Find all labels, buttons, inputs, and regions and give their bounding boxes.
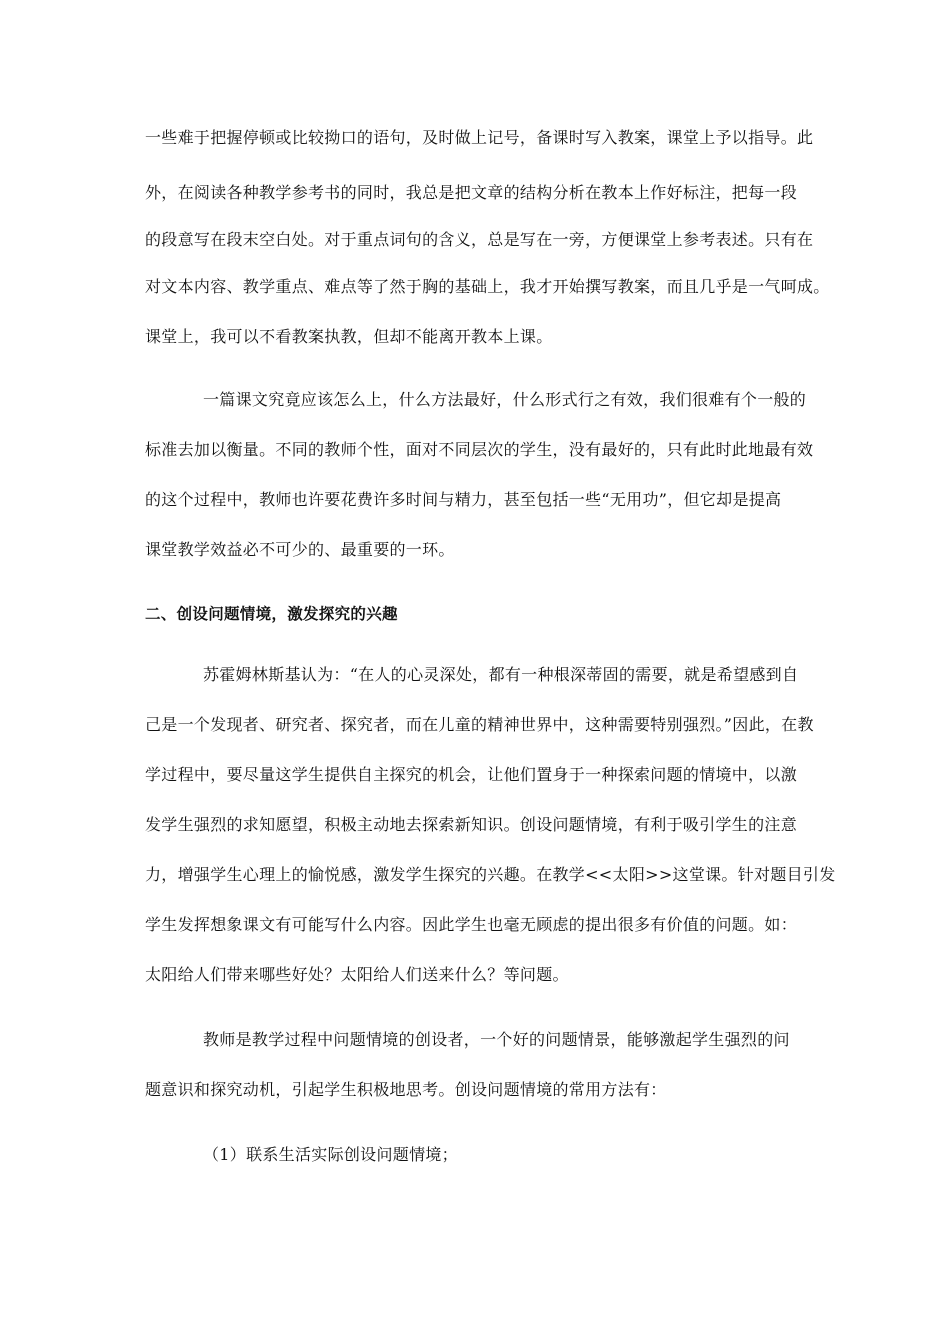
paragraph-3-line-7: 太阳给人们带来哪些好处？太阳给人们送来什么？等问题。 — [145, 965, 569, 984]
paragraph-1-line-4: 对文本内容、教学重点、难点等了然于胸的基础上，我才开始撰写教案，而且几乎是一气呵成。 — [145, 277, 830, 296]
paragraph-1-line-5: 课堂上，我可以不看教案执教，但却不能离开教本上课。 — [145, 327, 553, 346]
list-item-1: （1）联系生活实际创设问题情境； — [203, 1145, 458, 1164]
paragraph-3-line-1: 苏霍姆林斯基认为：“在人的心灵深处，都有一种根深蒂固的需要，就是希望感到自 — [203, 665, 799, 684]
section-heading: 二、创设问题情境，激发探究的兴趣 — [145, 605, 398, 623]
paragraph-3-line-4: 发学生强烈的求知愿望，积极主动地去探索新知识。创设问题情境，有利于吸引学生的注意 — [145, 815, 798, 834]
paragraph-1-line-2: 外，在阅读各种教学参考书的同时，我总是把文章的结构分析在教本上作好标注，把每一段 — [145, 183, 798, 202]
paragraph-1-line-3: 的段意写在段末空白处。对于重点词句的含义，总是写在一旁，方便课堂上参考表述。只有在 — [145, 230, 814, 249]
paragraph-2-line-3: 的这个过程中，教师也许要花费许多时间与精力，甚至包括一些“无用功”，但它却是提高 — [145, 490, 782, 509]
paragraph-3-line-6: 学生发挥想象课文有可能写什么内容。因此学生也毫无顾虑的提出很多有价值的问题。如： — [145, 915, 798, 934]
paragraph-3-line-3: 学过程中，要尽量这学生提供自主探究的机会，让他们置身于一种探索问题的情境中，以激 — [145, 765, 798, 784]
paragraph-3-line-2: 己是一个发现者、研究者、探究者，而在儿童的精神世界中，这种需要特别强烈。”因此，在教 — [145, 715, 814, 734]
paragraph-3-line-5: 力，增强学生心理上的愉悦感，激发学生探究的兴趣。在教学<<太阳>>这堂课。针对题目引发 — [145, 865, 836, 884]
paragraph-2-line-4: 课堂教学效益必不可少的、最重要的一环。 — [145, 540, 455, 559]
paragraph-1-line-1: 一些难于把握停顿或比较拗口的语句，及时做上记号，备课时写入教案，课堂上予以指导。此 — [145, 128, 814, 147]
paragraph-2-line-1: 一篇课文究竟应该怎么上，什么方法最好，什么形式行之有效，我们很难有个一般的 — [203, 390, 807, 409]
paragraph-4-line-2: 题意识和探究动机，引起学生积极地思考。创设问题情境的常用方法有： — [145, 1080, 667, 1099]
paragraph-4-line-1: 教师是教学过程中问题情境的创设者，一个好的问题情景，能够激起学生强烈的问 — [203, 1030, 790, 1049]
paragraph-2-line-2: 标准去加以衡量。不同的教师个性，面对不同层次的学生，没有最好的，只有此时此地最有效 — [145, 440, 814, 459]
